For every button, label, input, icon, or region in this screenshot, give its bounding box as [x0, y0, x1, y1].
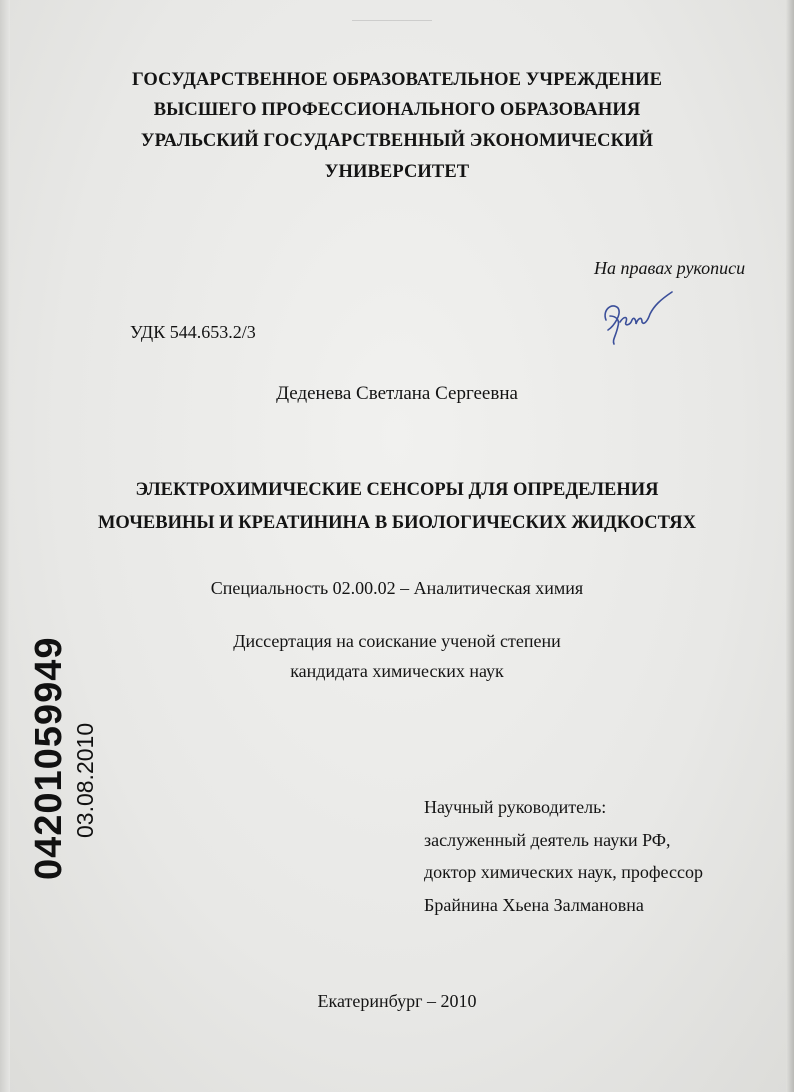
supervisor-name: Брайнина Хьена Залмановна [424, 895, 644, 915]
supervisor-label: Научный руководитель: [424, 797, 607, 817]
author-name: Деденева Светлана Сергеевна [276, 383, 518, 404]
supervisor-line-2: доктор химических наук, профессор [424, 862, 703, 882]
city-year: Екатеринбург – 2010 [317, 991, 477, 1011]
udk-code: УДК 544.653.2/3 [130, 322, 256, 342]
header-line-4: УНИВЕРСИТЕТ [324, 162, 470, 182]
thesis-title-line-2: МОЧЕВИНЫ И КРЕАТИНИНА В БИОЛОГИЧЕСКИХ ЖИДКОСТЯХ [97, 513, 697, 533]
signature-icon [598, 286, 678, 348]
header-line-2: ВЫСШЕГО ПРОФЕССИОНАЛЬНОГО ОБРАЗОВАНИЯ [153, 100, 641, 120]
header-line-1: ГОСУДАРСТВЕННОЕ ОБРАЗОВАТЕЛЬНОЕ УЧРЕЖДЕНИЕ [131, 70, 663, 90]
library-stamp-number: 04201059949 [28, 636, 70, 880]
header-line-3: УРАЛЬСКИЙ ГОСУДАРСТВЕННЫЙ ЭКОНОМИЧЕСКИЙ [140, 131, 654, 151]
degree-line-1: Диссертация на соискание ученой степени [233, 631, 561, 651]
specialty: Специальность 02.00.02 – Аналитическая химия [210, 578, 584, 598]
library-stamp-date: 03.08.2010 [72, 722, 98, 838]
degree-line-2: кандидата химических наук [290, 661, 504, 681]
faint-top-stamp [352, 6, 432, 21]
supervisor-line-1: заслуженный деятель науки РФ, [424, 830, 671, 850]
manuscript-note: На правах рукописи [594, 258, 746, 278]
thesis-title-line-1: ЭЛЕКТРОХИМИЧЕСКИЕ СЕНСОРЫ ДЛЯ ОПРЕДЕЛЕНИЯ [135, 480, 659, 500]
